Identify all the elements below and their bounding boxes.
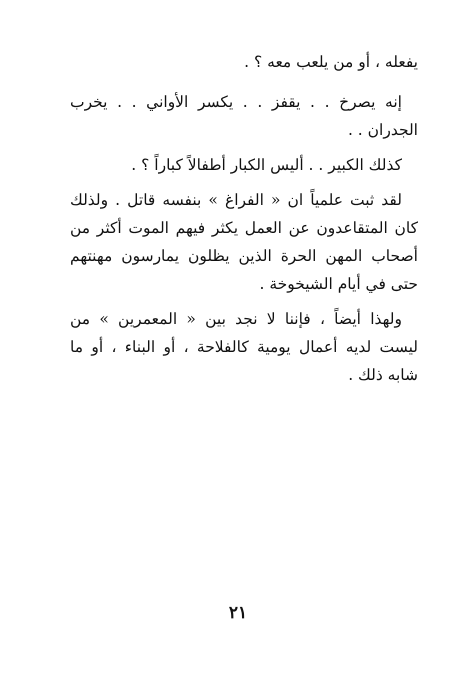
paragraph-3: كذلك الكبير . . أليس الكبار أطفالاً كباراً ؟ . <box>131 156 402 174</box>
page-body-text <box>70 48 418 396</box>
page-number: ٢١ <box>228 603 248 623</box>
paragraph-2: إنه يصرخ . . يقفز . . يكسر الأواني . . يخرب الجدران . . <box>70 93 418 139</box>
paragraph-1: يفعله ، أو من يلعب معه ؟ . <box>244 53 418 71</box>
paragraph-5: ولهذا أيضاً ، فإننا لا نجد بين « المعمرين » من ليست لديه أعمال يومية كالفلاحة ، أو البناء ، أو ما شابه ذلك . <box>70 310 418 384</box>
paragraph-4: لقد ثبت علمياً ان « الفراغ » بنفسه قاتل . ولذلك كان المتقاعدون عن العمل يكثر فيهم الموت أكثر من أصحاب المهن الحرة الذين يظلون يمارسون مهنتهم حتى في أيام الشيخوخة . <box>70 191 418 293</box>
